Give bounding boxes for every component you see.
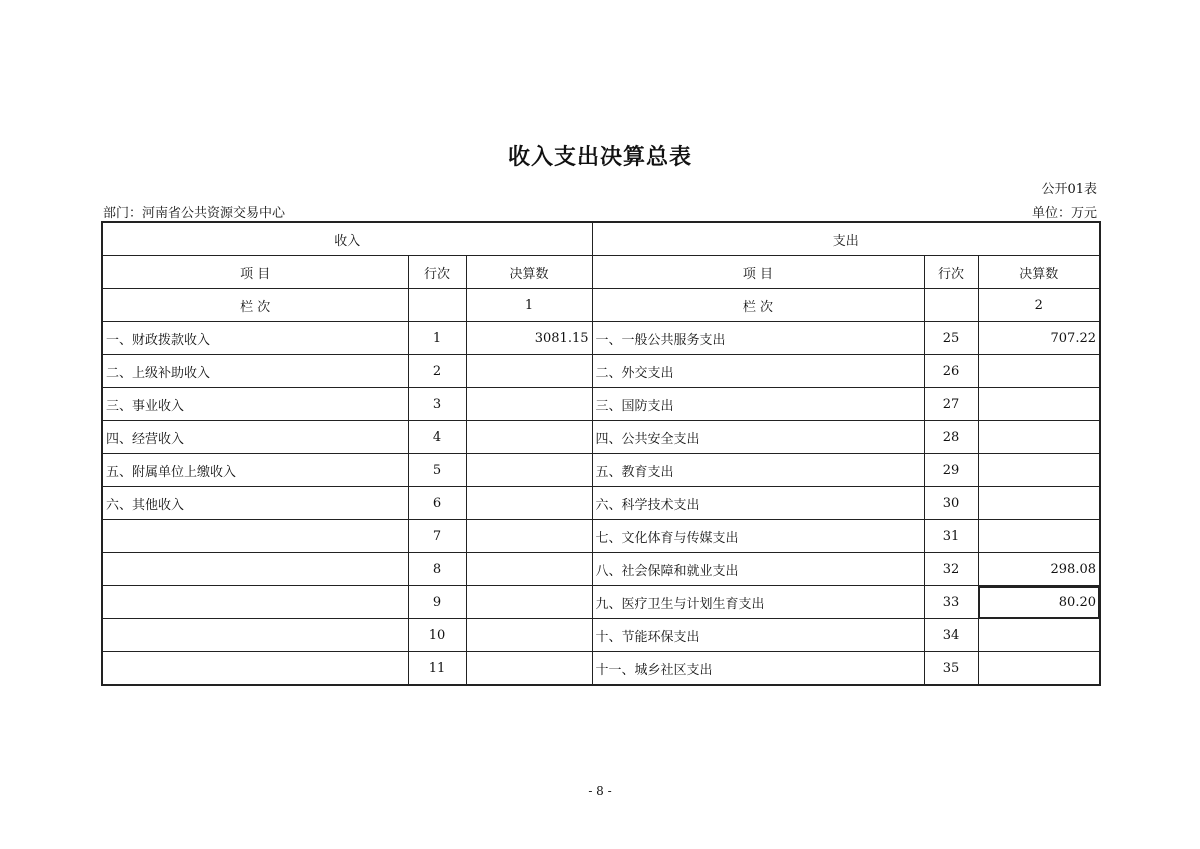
expense-item: 十、节能环保支出 bbox=[592, 619, 924, 652]
expense-row-no: 27 bbox=[924, 388, 978, 421]
expense-column-index: 2 bbox=[978, 289, 1100, 322]
expense-row-no: 30 bbox=[924, 487, 978, 520]
column-header-row bbox=[102, 256, 1100, 289]
page-number: - 8 - bbox=[588, 784, 612, 798]
expense-row-no: 31 bbox=[924, 520, 978, 553]
expense-item: 二、外交支出 bbox=[592, 355, 924, 388]
expense-row-no: 35 bbox=[924, 652, 978, 686]
table-row bbox=[102, 421, 1100, 454]
income-amount-header: 决算数 bbox=[466, 256, 592, 289]
income-amount: 3081.15 bbox=[466, 322, 592, 355]
income-row-no: 4 bbox=[408, 421, 466, 454]
income-header: 收入 bbox=[102, 222, 592, 256]
table-row bbox=[102, 388, 1100, 421]
expense-row-no: 26 bbox=[924, 355, 978, 388]
income-row-no: 3 bbox=[408, 388, 466, 421]
expense-item: 五、教育支出 bbox=[592, 454, 924, 487]
income-amount bbox=[466, 652, 592, 686]
table-row bbox=[102, 553, 1100, 586]
column-index-row bbox=[102, 289, 1100, 322]
income-row-no: 6 bbox=[408, 487, 466, 520]
income-row-no-header: 行次 bbox=[408, 256, 466, 289]
unit-label: 单位：万元 bbox=[1031, 206, 1097, 221]
income-row-no: 1 bbox=[408, 322, 466, 355]
expense-amount: 707.22 bbox=[978, 322, 1100, 355]
expense-item: 七、文化体育与传媒支出 bbox=[592, 520, 924, 553]
income-item bbox=[102, 586, 408, 619]
expense-amount bbox=[978, 520, 1100, 553]
income-item: 五、附属单位上缴收入 bbox=[102, 454, 408, 487]
table-row bbox=[102, 454, 1100, 487]
income-amount bbox=[466, 355, 592, 388]
expense-amount bbox=[978, 355, 1100, 388]
expense-amount: 80.20 bbox=[978, 586, 1100, 619]
income-amount bbox=[466, 619, 592, 652]
income-row-no: 2 bbox=[408, 355, 466, 388]
expense-item: 六、科学技术支出 bbox=[592, 487, 924, 520]
table-row bbox=[102, 322, 1100, 355]
department-label: 部门：河南省公共资源交易中心 bbox=[103, 206, 286, 221]
income-row-no: 8 bbox=[408, 553, 466, 586]
expense-row-no: 28 bbox=[924, 421, 978, 454]
table-row bbox=[102, 586, 1100, 619]
expense-item: 四、公共安全支出 bbox=[592, 421, 924, 454]
expense-column-label: 栏 次 bbox=[592, 289, 924, 322]
expense-amount bbox=[978, 454, 1100, 487]
income-item bbox=[102, 520, 408, 553]
form-number: 公开01表 bbox=[1041, 182, 1097, 197]
expense-row-no: 25 bbox=[924, 322, 978, 355]
income-item bbox=[102, 652, 408, 686]
expense-amount bbox=[978, 652, 1100, 686]
income-item bbox=[102, 553, 408, 586]
expense-item: 三、国防支出 bbox=[592, 388, 924, 421]
income-row-no: 7 bbox=[408, 520, 466, 553]
expense-amount bbox=[978, 487, 1100, 520]
summary-table bbox=[101, 221, 1101, 686]
table-row bbox=[102, 652, 1100, 686]
income-amount bbox=[466, 520, 592, 553]
expense-row-no: 29 bbox=[924, 454, 978, 487]
table-row bbox=[102, 355, 1100, 388]
income-row-no: 9 bbox=[408, 586, 466, 619]
income-column-blank bbox=[408, 289, 466, 322]
income-item: 六、其他收入 bbox=[102, 487, 408, 520]
expense-row-no: 32 bbox=[924, 553, 978, 586]
income-amount bbox=[466, 454, 592, 487]
section-header-row bbox=[102, 222, 1100, 256]
expense-row-no: 34 bbox=[924, 619, 978, 652]
expense-amount bbox=[978, 421, 1100, 454]
expense-amount-header: 决算数 bbox=[978, 256, 1100, 289]
expense-item: 八、社会保障和就业支出 bbox=[592, 553, 924, 586]
income-item: 四、经营收入 bbox=[102, 421, 408, 454]
income-row-no: 11 bbox=[408, 652, 466, 686]
table-row bbox=[102, 619, 1100, 652]
income-item bbox=[102, 619, 408, 652]
page-title: 收入支出决算总表 bbox=[507, 144, 692, 170]
income-column-index: 1 bbox=[466, 289, 592, 322]
income-column-label: 栏 次 bbox=[102, 289, 408, 322]
expense-column-blank bbox=[924, 289, 978, 322]
income-row-no: 10 bbox=[408, 619, 466, 652]
income-amount bbox=[466, 421, 592, 454]
income-amount bbox=[466, 487, 592, 520]
expense-item: 十一、城乡社区支出 bbox=[592, 652, 924, 686]
income-item-header: 项 目 bbox=[102, 256, 408, 289]
income-amount bbox=[466, 553, 592, 586]
expense-amount bbox=[978, 619, 1100, 652]
income-amount bbox=[466, 388, 592, 421]
table-row bbox=[102, 487, 1100, 520]
income-item: 二、上级补助收入 bbox=[102, 355, 408, 388]
income-amount bbox=[466, 586, 592, 619]
expense-amount bbox=[978, 388, 1100, 421]
income-item: 三、事业收入 bbox=[102, 388, 408, 421]
expense-amount: 298.08 bbox=[978, 553, 1100, 586]
expense-header: 支出 bbox=[592, 222, 1100, 256]
expense-row-no-header: 行次 bbox=[924, 256, 978, 289]
expense-item-header: 项 目 bbox=[592, 256, 924, 289]
expense-row-no: 33 bbox=[924, 586, 978, 619]
expense-item: 一、一般公共服务支出 bbox=[592, 322, 924, 355]
income-item: 一、财政拨款收入 bbox=[102, 322, 408, 355]
table-row bbox=[102, 520, 1100, 553]
income-row-no: 5 bbox=[408, 454, 466, 487]
expense-item: 九、医疗卫生与计划生育支出 bbox=[592, 586, 924, 619]
